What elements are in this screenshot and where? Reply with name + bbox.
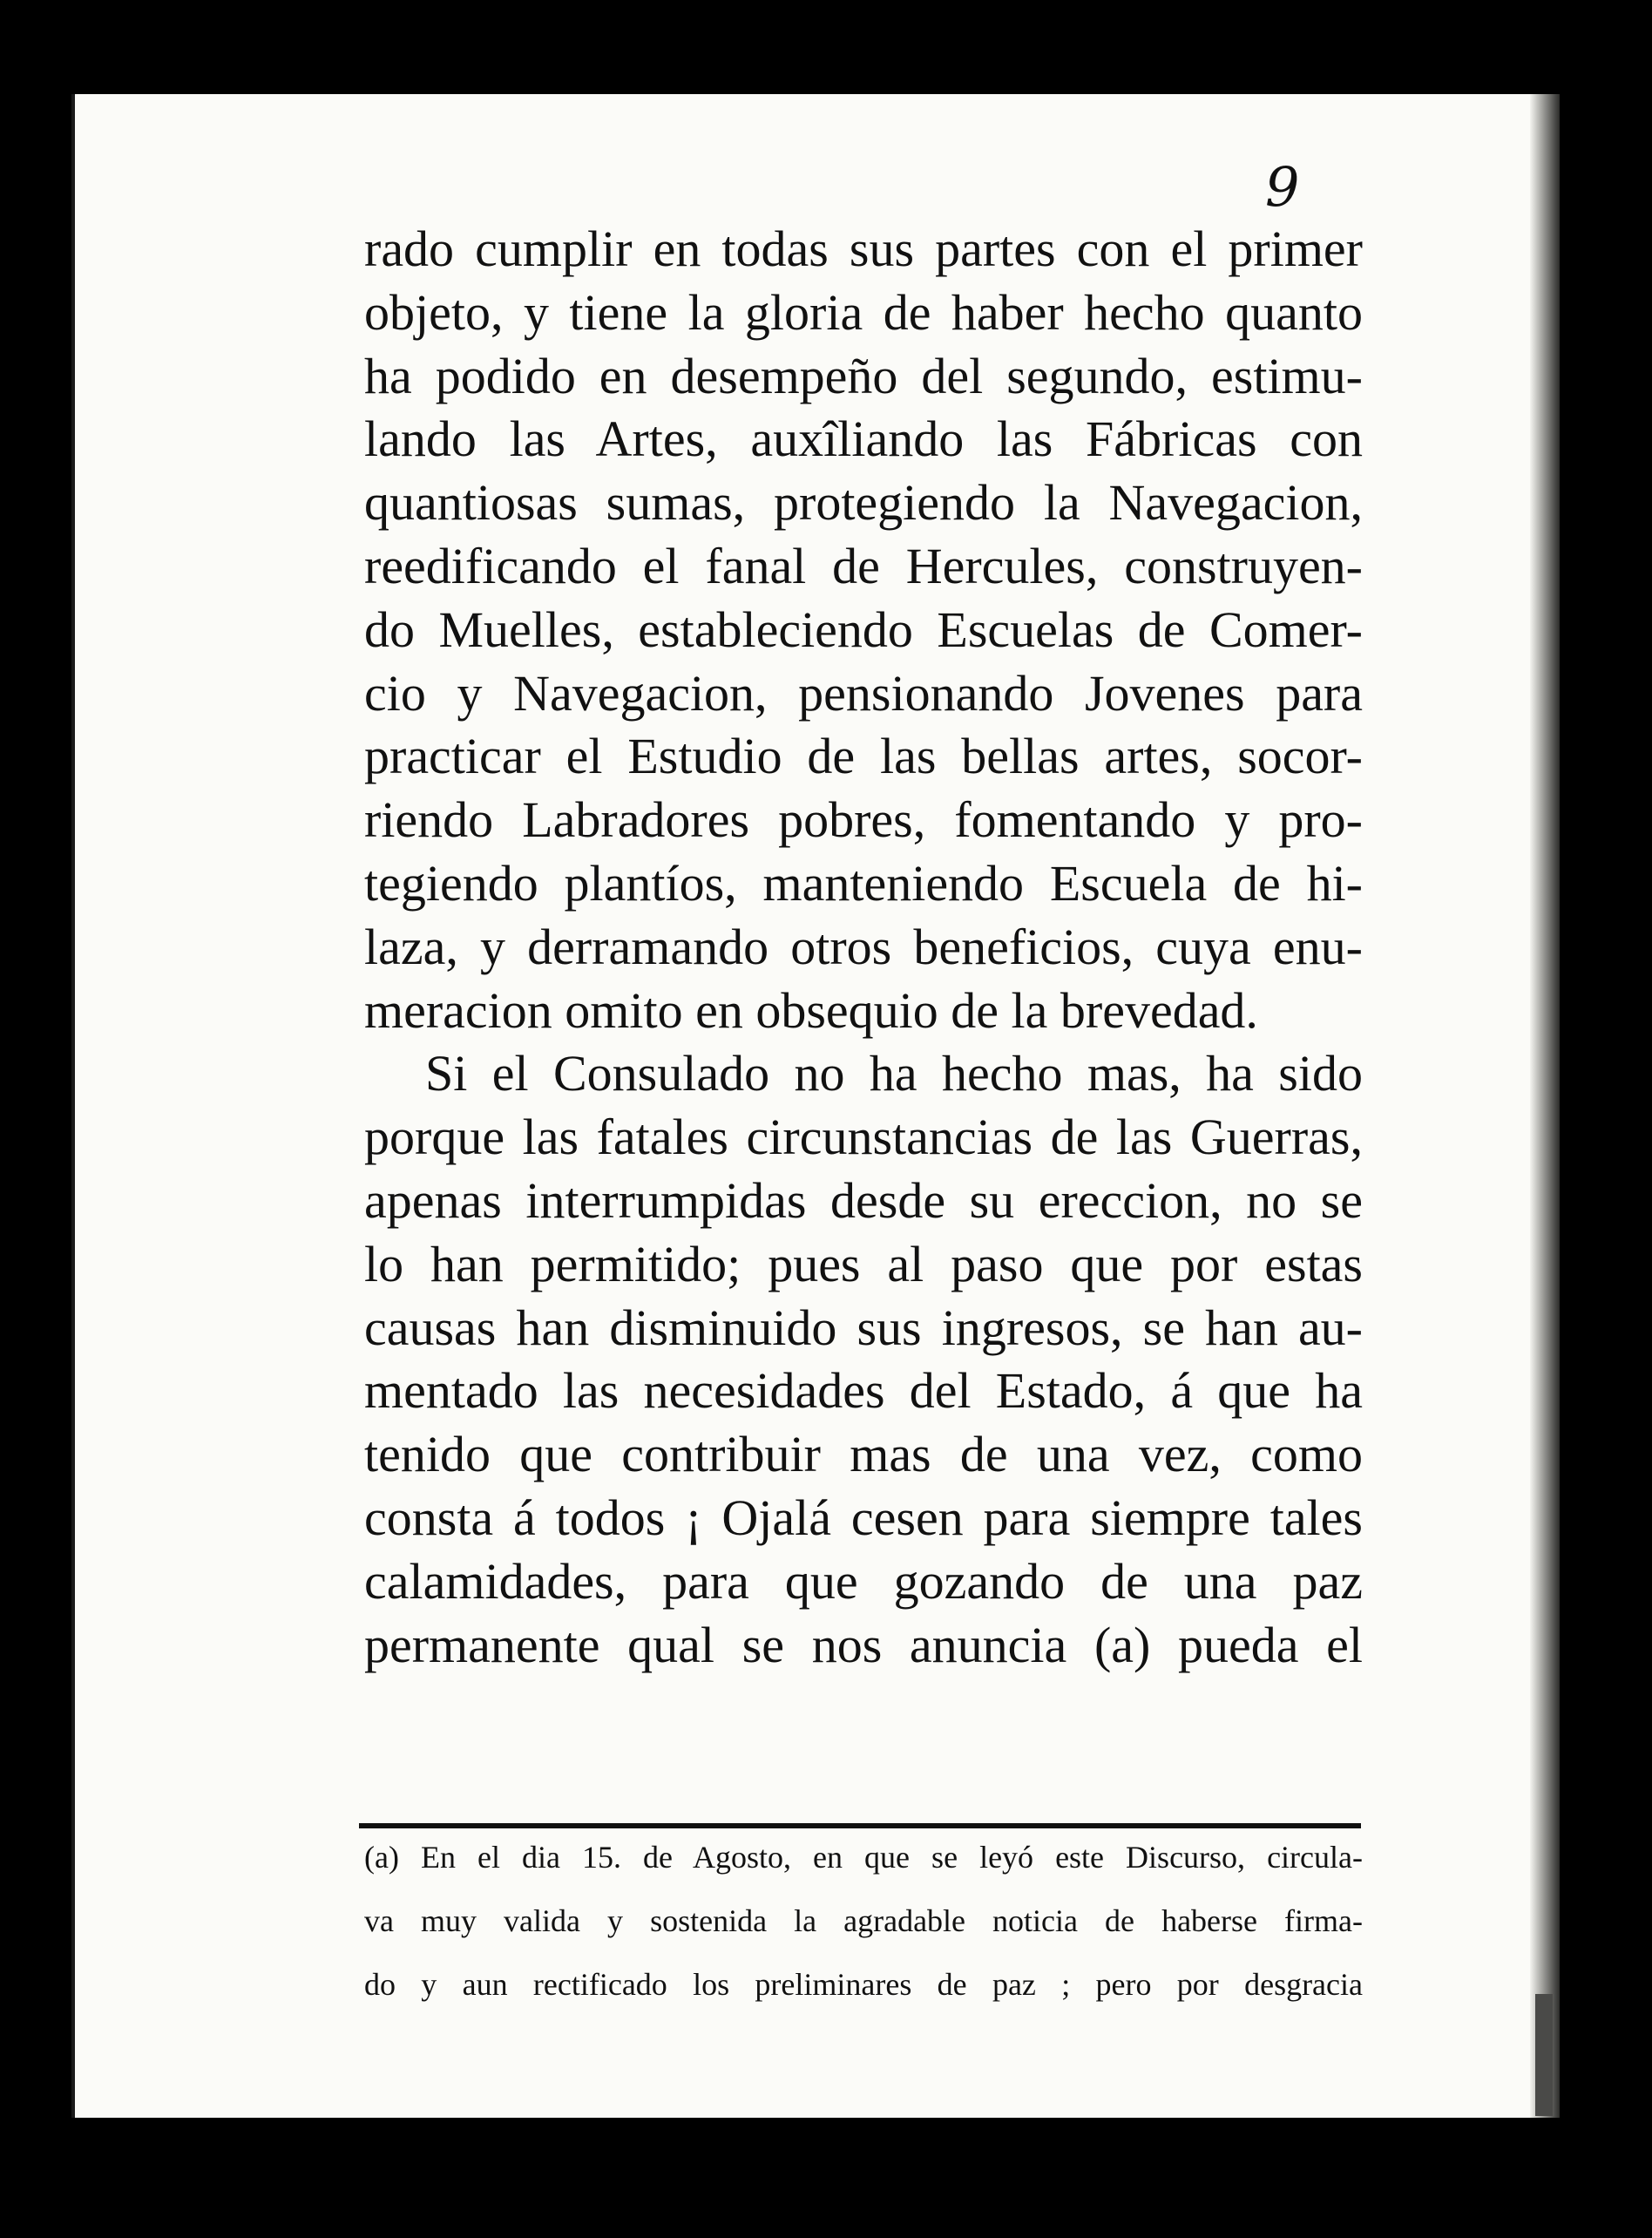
text-line: lando las Artes, auxîliando las Fábricas con bbox=[364, 410, 1363, 468]
text-line: Si el Consulado no ha hecho mas, ha sido bbox=[425, 1045, 1363, 1102]
text-line: objeto, y tiene la gloria de haber hecho quanto bbox=[364, 283, 1363, 341]
text-line: lo han permitido; pues al paso que por estas bbox=[364, 1235, 1363, 1292]
footnote-rule bbox=[359, 1823, 1361, 1828]
page-edge-shadow bbox=[1530, 94, 1560, 2118]
text-line: meracion omito en obsequio de la brevedad. bbox=[364, 981, 1258, 1039]
text-line: do Muelles, estableciendo Escuelas de Comer- bbox=[364, 600, 1363, 658]
footnote-line: do y aun rectificado los preliminares de paz ; pero por desgracia bbox=[364, 1966, 1363, 2002]
text-line: consta á todos ¡ Ojalá cesen para siempre tales bbox=[364, 1489, 1363, 1546]
book-page bbox=[71, 94, 1560, 2118]
body-text bbox=[364, 218, 1363, 1677]
text-line: calamidades, para que gozando de una paz bbox=[364, 1552, 1363, 1610]
text-line: laza, y derramando otros beneficios, cuya enu- bbox=[364, 918, 1363, 975]
text-line: causas han disminuido sus ingresos, se han au- bbox=[364, 1299, 1363, 1356]
text-line: apenas interrumpidas desde su ereccion, no se bbox=[364, 1171, 1363, 1229]
text-line: rado cumplir en todas sus partes con el primer bbox=[364, 220, 1363, 277]
text-line: practicar el Estudio de las bellas artes, socor- bbox=[364, 728, 1363, 785]
text-line: permanente qual se nos anuncia (a) pueda el bbox=[364, 1616, 1363, 1673]
text-line: quantiosas sumas, protegiendo la Navegacion, bbox=[364, 474, 1363, 532]
page-number: 9 bbox=[1265, 155, 1300, 219]
text-line: tegiendo plantíos, manteniendo Escuela de hi- bbox=[364, 854, 1363, 912]
footnote bbox=[364, 1837, 1363, 2027]
page-edge-mark bbox=[1535, 1994, 1553, 2116]
text-line: riendo Labradores pobres, fomentando y pro- bbox=[364, 791, 1363, 849]
text-line: cio y Navegacion, pensionando Jovenes para bbox=[364, 664, 1363, 722]
text-line: tenido que contribuir mas de una vez, como bbox=[364, 1426, 1363, 1483]
text-line: reedificando el fanal de Hercules, construyen- bbox=[364, 537, 1363, 594]
footnote-line: (a) En el dia 15. de Agosto, en que se leyó este Discurso, circula- bbox=[364, 1840, 1363, 1875]
text-line: ha podido en desempeño del segundo, estimu- bbox=[364, 347, 1363, 404]
text-line: mentado las necesidades del Estado, á que ha bbox=[364, 1362, 1363, 1420]
footnote-line: va muy valida y sostenida la agradable noticia de haberse firma- bbox=[364, 1902, 1363, 1938]
text-line: porque las fatales circunstancias de las Guerras, bbox=[364, 1109, 1363, 1166]
gutter-edge bbox=[71, 94, 75, 2118]
